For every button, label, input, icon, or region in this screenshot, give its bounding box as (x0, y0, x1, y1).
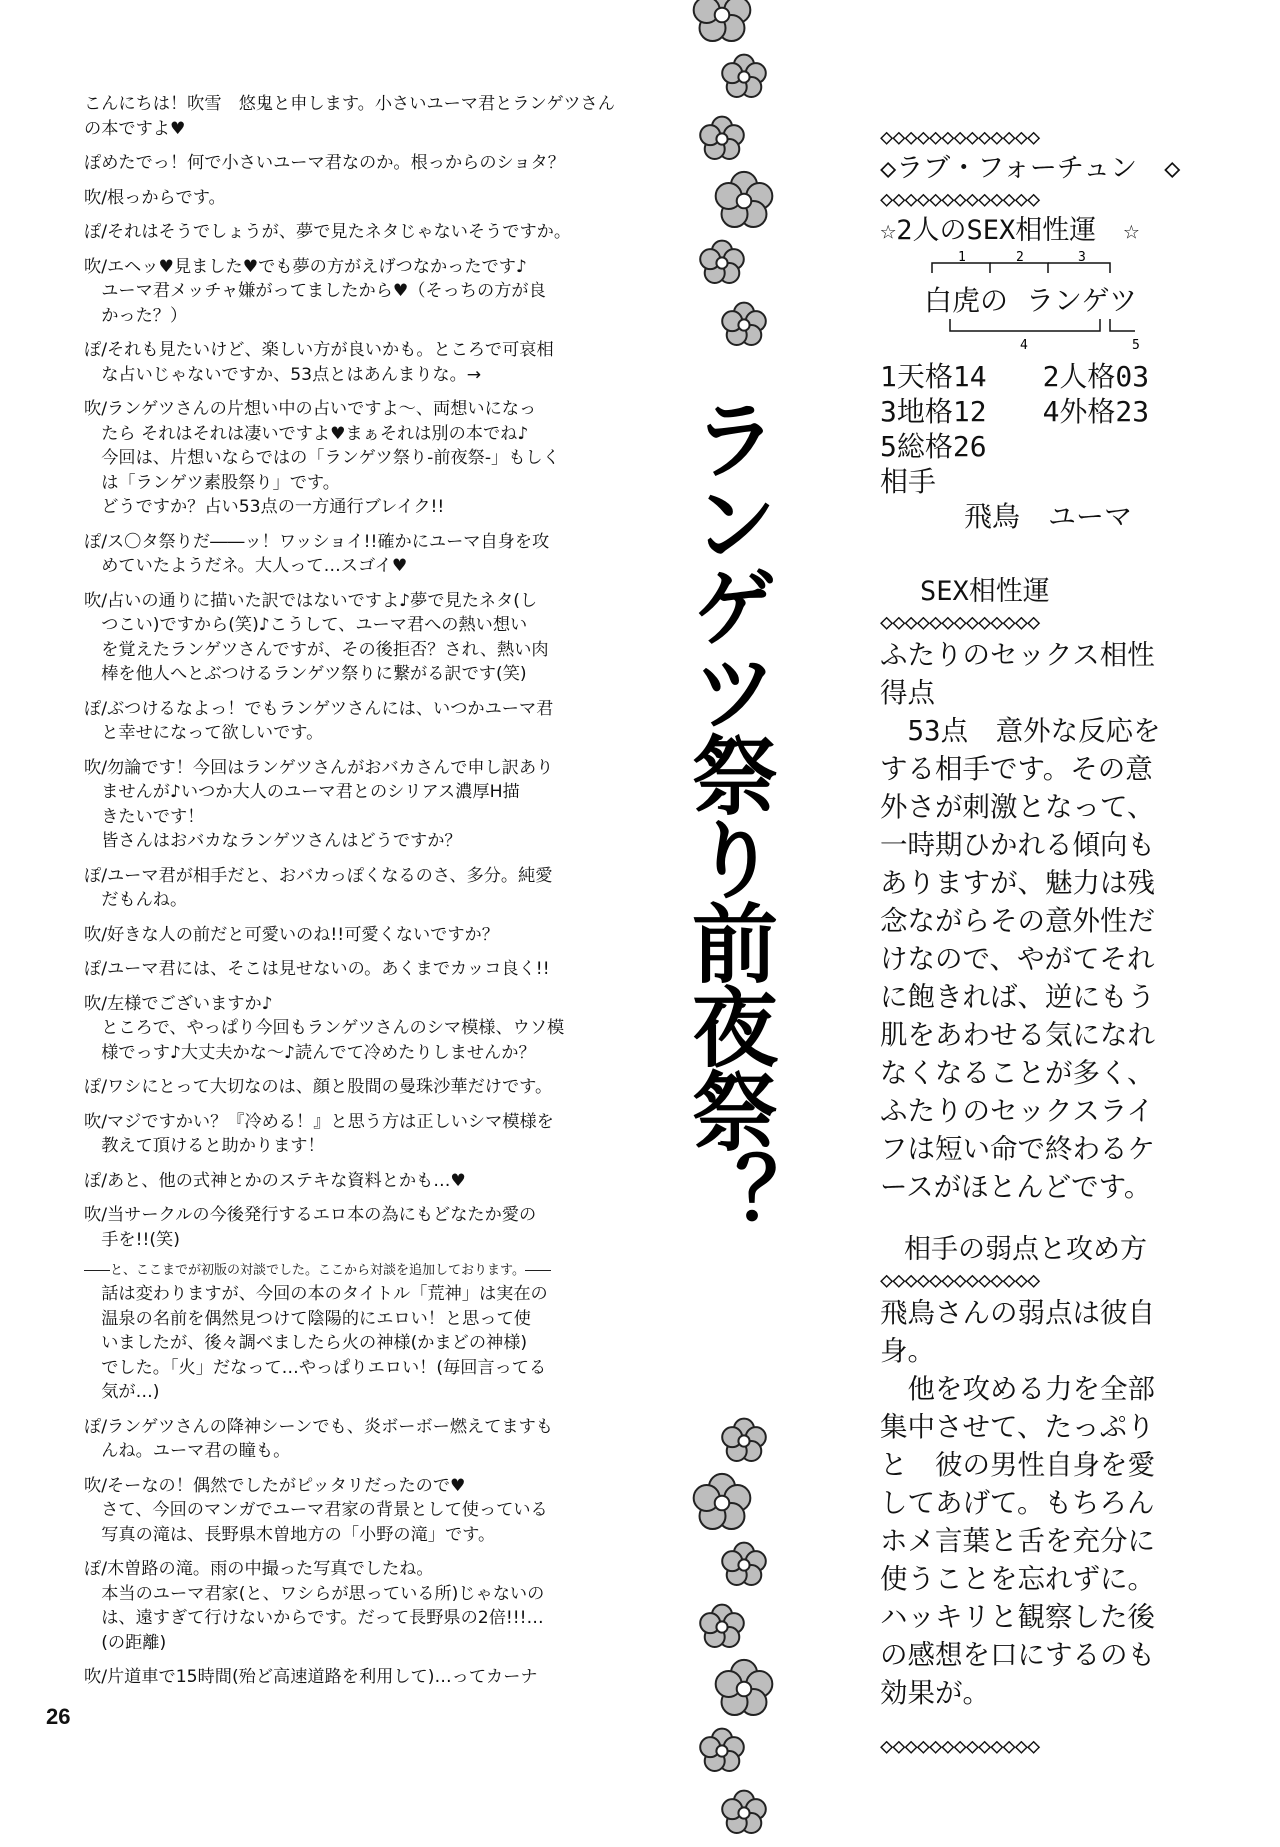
flower-icon (700, 1605, 744, 1647)
name-diagram (920, 249, 1180, 359)
dialogue-line: 吹/マジですかい？『冷める！』と思う方は正しいシマ模様を 教えて頂けると助かります！ (84, 1111, 554, 1156)
name-main: ランゲツ (1026, 284, 1138, 317)
diagram-number: 3 (1078, 250, 1086, 265)
flower-icon (722, 1419, 766, 1461)
flower-icon (716, 172, 773, 227)
dialogue-line: ぽ/木曽路の滝。雨の中撮った写真でしたね。 本当のユーマ君家(と、ワシらが思っている所)じゃないの は、遠すぎて行けないからです。だって長野県の2倍!!!… (の距離) (84, 1559, 545, 1653)
section-body: 飛鳥さんの弱点は彼自身。 他を攻める力を全部集中させて、たっぷりと 彼の男性自身を愛してあげて。もちろんホメ言葉と舌を充分に使うことを忘れずに。ハッキリと観察した後の感想を口にするのも効果が。 (880, 1297, 1155, 1709)
dialogue-line: 吹/勿論です！今回はランゲツさんがおバカさんで申し訳あり ませんが♪いつか大人のユーマ君とのシリアス濃厚H描 きたいです！ 皆さんはおバカなランゲツさんはどうですか？ (84, 757, 554, 851)
diagram-number: 1 (958, 250, 966, 265)
dialogue-line: 吹/片道車で15時間(殆ど高速道路を利用して)…ってカーナ (84, 1667, 538, 1687)
flower-icon (700, 1729, 744, 1771)
dialogue-line: 吹/エヘッ♥見ました♥でも夢の方がえげつなかったです♪ ユーマ君メッチャ嫌がってましたから♥（そっちの方が良 かった？） (84, 256, 546, 326)
diagram-number: 5 (1132, 338, 1140, 353)
flower-icon (722, 1543, 766, 1585)
diamond-divider: ◇◇◇◇◇◇◇◇◇◇◇◇◇ (880, 187, 1040, 212)
diagram-number: 2 (1016, 250, 1024, 265)
dialogue-line: 吹/ランゲツさんの片想い中の占いですよ～、両想いになっ たら それはそれは凄いですよ♥まぁそれは別の本でね♪ 今回は、片想いならではの「ランゲツ祭り-前夜祭-」もしく は「ランゲツ素股祭り」です。 どうですか？占い53点の一方通行ブレイク!! (84, 399, 560, 517)
flower-icon (722, 303, 766, 345)
dialogue-line: 吹/占いの通りに描いた訳ではないですよ♪夢で見たネタ(し つこい)ですから(笑)♪こうして、ユーマ君への熱い想い を覚えたランゲツさんですが、その後拒否？され、熱い肉 棒を他人へとぶつけるランゲツ祭りに繋がる訳です(笑) (84, 590, 549, 684)
flower-icon (722, 55, 766, 97)
name-prefix: 白虎の (924, 284, 1009, 317)
score-list: 1天格14 2人格03 3地格12 4外格23 5総格26 相手 飛鳥 ユーマ (880, 360, 1150, 533)
diagram-number: 4 (1020, 338, 1028, 353)
dialogue-line: 吹/当サークルの今後発行するエロ本の為にもどなたか愛の 手を!!(笑) (84, 1205, 537, 1250)
flower-icon (722, 1791, 766, 1833)
fortune-panel (880, 125, 1180, 1760)
flower-icon (700, 241, 744, 283)
dialogue-line: ぽ/ユーマ君には、そこは見せないの。あくまでカッコ良く!! (84, 959, 550, 979)
section-title: SEX相性運 (920, 576, 1050, 607)
flower-icon (694, 0, 751, 41)
section-body: ふたりのセックス相性得点 53点 意外な反応をする相手です。その意外さが刺激となって、一時期ひかれる傾向もありますが、魅力は残念ながらその意外性だけなので、やがてそれに飽きれば、逆にもう肌をあわせる気になれなくなることが多く、ふたりのセックスライフは短い命で終わるケースがほとんどです。 (880, 639, 1161, 1203)
dialogue-line: 吹/左様でございますか♪ ところで、やっぱり今回もランゲツさんのシマ模様、ウソ模 様でっす♪大丈夫かな～♪読んでて冷めたりしませんか？ (84, 993, 565, 1063)
compatibility-heading: ☆2人のSEX相性運 ☆ (880, 215, 1140, 246)
dialogue-line: 話は変わりますが、今回の本のタイトル「荒神」は実在の 温泉の名前を偶然見つけて陰陽的にエロい！と思って使 いましたが、後々調べましたら火の神様(かまどの神様) でした。「火」だなって…やっぱりエロい！(毎回言ってる 気が…) (101, 1284, 548, 1402)
dialogue-line: こんにちは！吹雪 悠鬼と申します。小さいユーマ君とランゲツさんの本ですよ♥ (84, 94, 615, 139)
page-number: 26 (46, 1704, 71, 1729)
diamond-divider: ◇◇◇◇◇◇◇◇◇◇◇◇◇ (880, 1734, 1040, 1759)
dialogue-line: 吹/根っからです。 (84, 187, 226, 208)
dialogue-line: 吹/好きな人の前だと可愛いのね!!可愛くないですか？ (84, 924, 499, 945)
section-title: 相手の弱点と攻め方 (904, 1234, 1147, 1265)
dialogue-line: ぽ/ぶつけるなよっ！でもランゲツさんには、いつかユーマ君 と幸せになって欲しいです。 (84, 698, 554, 743)
editor-note: ――と、ここまでが初版の対談でした。ここから対談を追加しております。―― (84, 1263, 551, 1278)
flower-icon (694, 1474, 751, 1529)
page-title: ランゲツ祭り前夜祭？ (677, 395, 777, 1235)
fortune-heading: ◇ラブ・フォーチュン ◇ (880, 153, 1181, 184)
dialogue-line: ぽ/それも見たいけど、楽しい方が良いかも。ところで可哀相 な占いじゃないですか、53点とはあんまりな。→ (84, 340, 554, 385)
dialogue-line: ぽ/あと、他の式神とかのステキな資料とかも…♥ (84, 1170, 466, 1191)
dialogue-line: ぽめたでっ！何で小さいユーマ君なのか。根っからのショタ？ (84, 153, 565, 173)
flower-icon (700, 117, 744, 159)
flower-icon (716, 1660, 773, 1715)
dialogue-line: ぽ/ス〇タ祭りだ――ッ！ワッショイ!!確かにユーマ自身を攻 めていたようだネ。大人って…スゴイ♥ (84, 531, 550, 576)
dialogue-line: ぽ/それはそうでしょうが、夢で見たネタじゃないそうですか。 (84, 222, 572, 242)
dialogue-line: ぽ/ワシにとって大切なのは、顔と股間の曼珠沙華だけです。 (84, 1077, 553, 1097)
dialogue-line: ぽ/ユーマ君が相手だと、おバカっぽくなるのさ、多分。純愛 だもんね。 (84, 865, 553, 910)
dialogue-line: ぽ/ランゲツさんの降神シーンでも、炎ボーボー燃えてますも んね。ユーマ君の瞳も。 (84, 1416, 553, 1461)
dialogue-line: 吹/そーなの！偶然でしたがピッタリだったので♥ さて、今回のマンガでユーマ君家の背景として使っている 写真の滝は、長野県木曽地方の「小野の滝」です。 (84, 1475, 548, 1545)
diamond-divider: ◇◇◇◇◇◇◇◇◇◇◇◇◇ (880, 610, 1040, 635)
dialogue-column (84, 92, 624, 1700)
diamond-divider: ◇◇◇◇◇◇◇◇◇◇◇◇◇ (880, 125, 1040, 150)
diamond-divider: ◇◇◇◇◇◇◇◇◇◇◇◇◇ (880, 1268, 1040, 1293)
